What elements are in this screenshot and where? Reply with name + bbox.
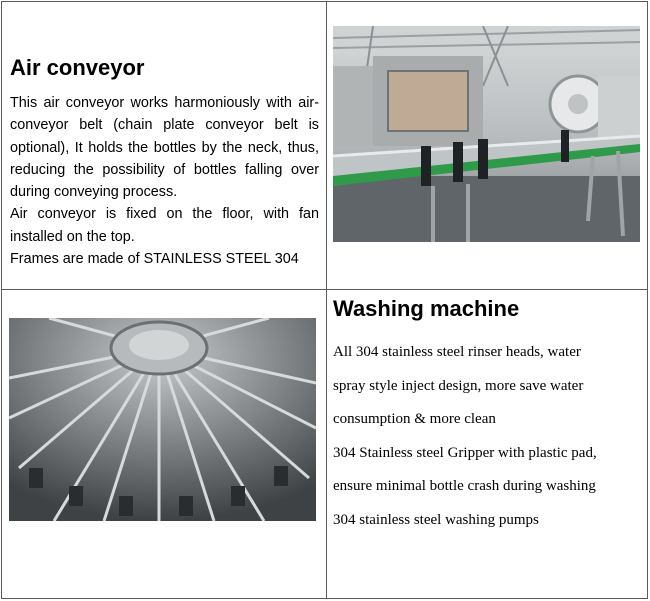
washing-machine-line-5: ensure minimal bottle crash during washing [333, 478, 596, 495]
air-conveyor-paragraph-3: Frames are made of STAINLESS STEEL 304 [10, 251, 299, 268]
washing-machine-line-6: 304 stainless steel washing pumps [333, 511, 539, 528]
washing-machine-photo [9, 318, 316, 521]
washing-machine-line-1: All 304 stainless steel rinser heads, water [333, 344, 581, 360]
column-divider [326, 2, 327, 598]
air-conveyor-title: Air conveyor [10, 55, 145, 80]
air-conveyor-description [10, 92, 319, 270]
washing-machine-line-4: 304 Stainless steel Gripper with plastic pad, [333, 444, 597, 461]
washing-machine-line-3: consumption & more clean [333, 411, 496, 428]
air-conveyor-paragraph-1: This air conveyor works harmoniously with air-conveyor belt (chain plate conveyor belt is optional), It holds the bottles by the neck, thus, reducing the possibility of bottles falling over during conveying process. [10, 95, 319, 201]
washing-machine-description [333, 336, 638, 538]
washing-machine-title: Washing machine [333, 296, 520, 321]
row-divider [2, 289, 647, 290]
air-conveyor-paragraph-2: Air conveyor is fixed on the floor, with fan installed on the top. [10, 206, 319, 245]
air-conveyor-photo [333, 26, 640, 242]
washing-machine-line-2: spray style inject design, more save water [333, 377, 584, 394]
